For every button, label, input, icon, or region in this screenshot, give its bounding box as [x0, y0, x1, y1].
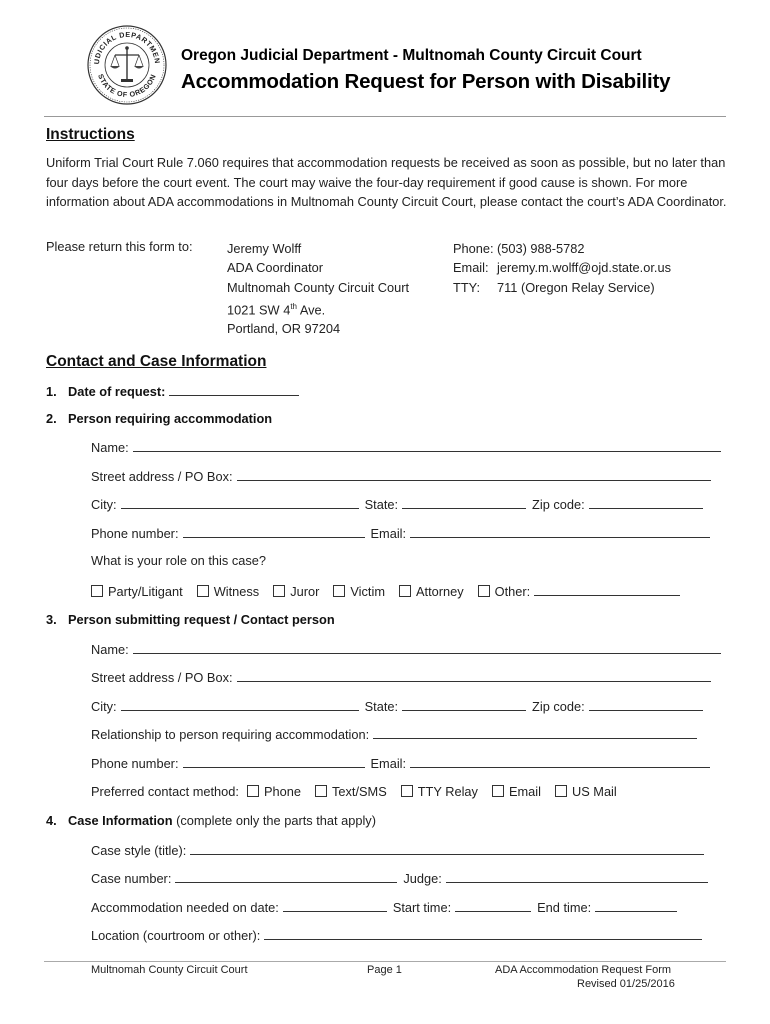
- coordinator-role: ADA Coordinator: [227, 260, 324, 276]
- q2-name-field[interactable]: [133, 439, 721, 452]
- coordinator-tty: TTY: 711 (Oregon Relay Service): [453, 279, 655, 295]
- instructions-paragraph: Uniform Trial Court Rule 7.060 requires that accommodation requests be received as soon as possible, but no later than four days before the court event. The court may waive the four-day requirement if good cause is shown. For more information about ADA accommodations in Multnomah County Circuit Court, please contact the court’s ADA Coordinator.: [46, 155, 727, 209]
- contact-case-heading: Contact and Case Information: [46, 353, 267, 370]
- role-option[interactable]: Party/Litigant: [91, 584, 183, 600]
- header-subtitle: Oregon Judicial Department - Multnomah County Circuit Court: [181, 47, 642, 64]
- q2-street-field[interactable]: [237, 468, 711, 481]
- checkbox-icon[interactable]: [401, 785, 413, 797]
- q3-relationship-row: Relationship to person requiring accommodation:: [91, 726, 697, 743]
- checkbox-icon[interactable]: [273, 585, 285, 597]
- q2-phone-field[interactable]: [183, 525, 365, 538]
- role-option-other[interactable]: Other:: [478, 583, 681, 600]
- q3-preferred-row: Preferred contact method: Phone Text/SMS TTY Relay Email US Mail: [91, 784, 617, 799]
- role-option[interactable]: Victim: [333, 584, 385, 600]
- question-1: 1. Date of request:: [46, 383, 299, 400]
- coordinator-org: Multnomah County Circuit Court: [227, 279, 410, 295]
- q2-city-field[interactable]: [121, 496, 359, 509]
- checkbox-icon[interactable]: [91, 585, 103, 597]
- q4-date-row: Accommodation needed on date: Start time: End time:: [91, 899, 677, 916]
- role-option[interactable]: Juror: [273, 584, 319, 600]
- footer-divider: [44, 961, 726, 962]
- question-4: 4. Case Information (complete only the parts that apply): [46, 813, 376, 828]
- method-option[interactable]: Text/SMS: [315, 784, 387, 800]
- q2-city-row: City: State: Zip code:: [91, 496, 703, 513]
- q3-email-field[interactable]: [410, 755, 710, 768]
- q3-name-field[interactable]: [133, 641, 721, 654]
- date-of-request-field[interactable]: [169, 383, 299, 396]
- q4-date-field[interactable]: [283, 899, 387, 912]
- q4-style-field[interactable]: [190, 842, 704, 855]
- coordinator-phone: Phone: (503) 988-5782: [453, 241, 585, 256]
- q3-street-field[interactable]: [237, 669, 711, 682]
- q3-city-row: City: State: Zip code:: [91, 698, 703, 715]
- q3-relationship-field[interactable]: [373, 726, 697, 739]
- q4-end-time-field[interactable]: [595, 899, 677, 912]
- q3-street-row: Street address / PO Box:: [91, 669, 711, 686]
- method-option[interactable]: Phone: [247, 784, 301, 800]
- q2-zip-field[interactable]: [589, 496, 703, 509]
- question-2: 2. Person requiring accommodation: [46, 411, 273, 426]
- checkbox-icon[interactable]: [333, 585, 345, 597]
- instructions-heading: Instructions: [46, 126, 135, 143]
- header-divider: [44, 116, 726, 117]
- question-3: 3. Person submitting request / Contact person: [46, 612, 335, 627]
- q3-city-field[interactable]: [121, 698, 359, 711]
- role-option[interactable]: Attorney: [399, 584, 464, 600]
- checkbox-icon[interactable]: [399, 585, 411, 597]
- q2-phone-row: Phone number: Email:: [91, 525, 710, 542]
- q2-role-options: [91, 583, 680, 600]
- checkbox-icon[interactable]: [315, 785, 327, 797]
- q4-case-number-field[interactable]: [175, 870, 397, 883]
- role-option[interactable]: Witness: [197, 584, 260, 600]
- role-other-field[interactable]: [534, 583, 680, 596]
- return-label: Please return this form to:: [46, 239, 193, 254]
- footer-form-name: ADA Accommodation Request Form: [495, 964, 672, 976]
- q3-zip-field[interactable]: [589, 698, 703, 711]
- checkbox-icon[interactable]: [247, 785, 259, 797]
- checkbox-icon[interactable]: [478, 585, 490, 597]
- footer-revised: Revised 01/25/2016: [577, 978, 675, 990]
- coordinator-street: 1021 SW 4th Ave.: [227, 301, 326, 318]
- q3-state-field[interactable]: [402, 698, 526, 711]
- q2-state-field[interactable]: [402, 496, 526, 509]
- svg-text:JUDICIAL DEPARTMENT: UDICIAL DEPARTMEN: [91, 29, 163, 65]
- q3-name-row: Name:: [91, 641, 721, 658]
- method-option[interactable]: Email: [492, 784, 541, 800]
- q4-case-row: Case number: Judge:: [91, 870, 708, 887]
- q4-judge-field[interactable]: [446, 870, 708, 883]
- q4-start-time-field[interactable]: [455, 899, 531, 912]
- svg-text:STATE OF OREGON: STATE OF OREGON: [96, 72, 158, 100]
- q2-street-row: Street address / PO Box:: [91, 468, 711, 485]
- coordinator-email: Email: jeremy.m.wolff@ojd.state.or.us: [453, 260, 671, 276]
- checkbox-icon[interactable]: [197, 585, 209, 597]
- q3-phone-row: Phone number: Email:: [91, 755, 710, 772]
- q2-email-field[interactable]: [410, 525, 710, 538]
- q4-location-field[interactable]: [264, 927, 702, 940]
- method-option[interactable]: TTY Relay: [401, 784, 478, 800]
- coordinator-city: Portland, OR 97204: [227, 321, 341, 337]
- coordinator-address: [227, 239, 409, 339]
- form-title: Accommodation Request for Person with Disability: [181, 70, 671, 93]
- q4-style-row: Case style (title):: [91, 842, 704, 859]
- footer-page: Page 1: [367, 964, 402, 976]
- q3-phone-field[interactable]: [183, 755, 365, 768]
- footer-left: Multnomah County Circuit Court: [91, 964, 248, 976]
- coordinator-contact: [453, 239, 671, 297]
- q2-role-question: What is your role on this case?: [91, 553, 266, 568]
- oregon-judicial-seal: [86, 24, 168, 106]
- checkbox-icon[interactable]: [555, 785, 567, 797]
- method-option[interactable]: US Mail: [555, 784, 617, 800]
- q4-location-row: Location (courtroom or other):: [91, 927, 702, 944]
- checkbox-icon[interactable]: [492, 785, 504, 797]
- coordinator-name: Jeremy Wolff: [227, 241, 302, 256]
- q2-name-row: Name:: [91, 439, 721, 456]
